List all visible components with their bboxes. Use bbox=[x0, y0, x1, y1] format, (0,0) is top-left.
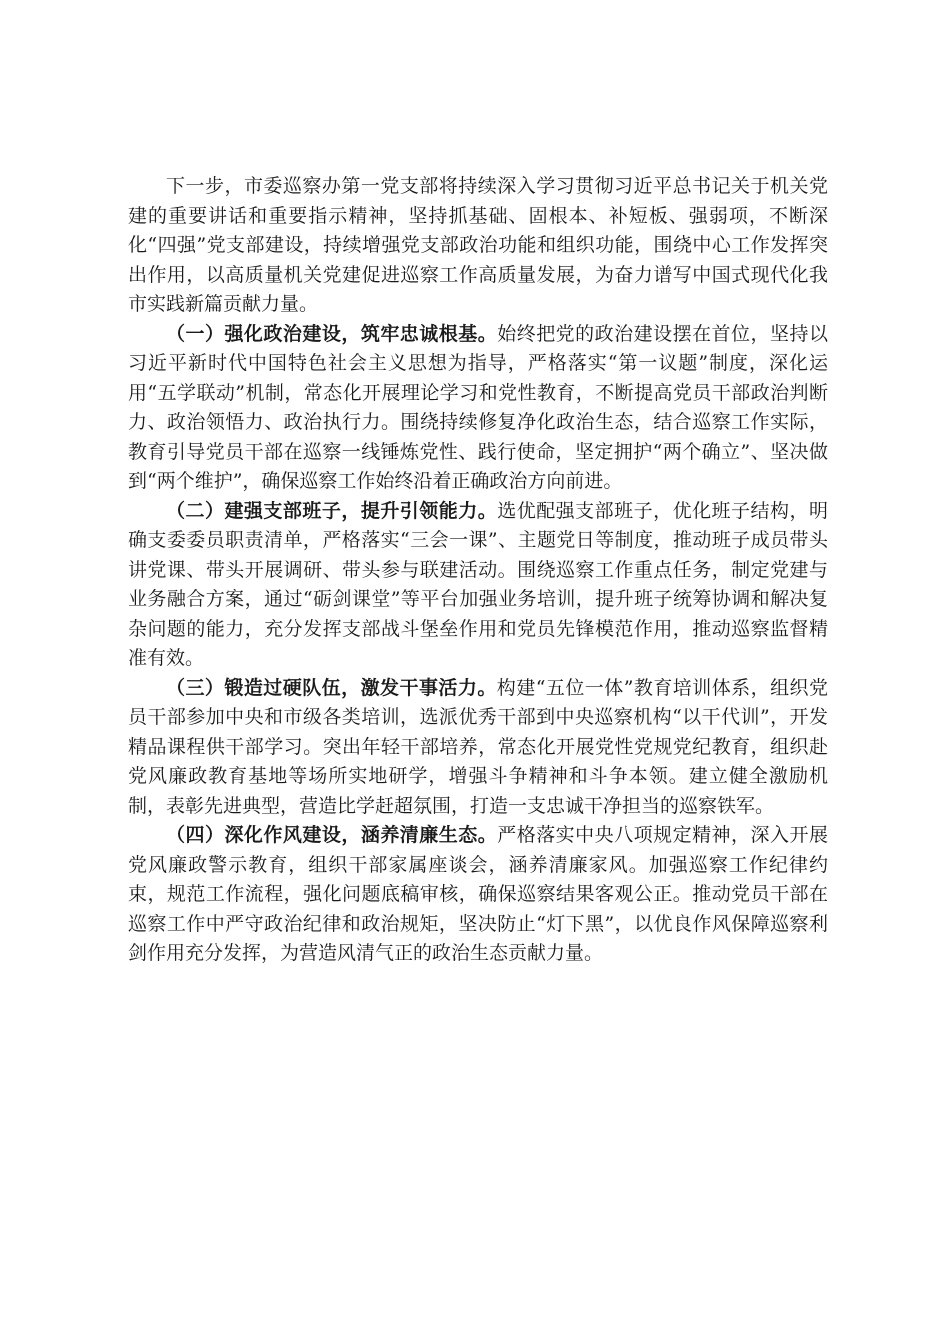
paragraph-heading: （二）建强支部班子，提升引领能力。 bbox=[166, 499, 498, 522]
paragraph-heading: （一）强化政治建设，筑牢忠诚根基。 bbox=[166, 322, 498, 345]
paragraph-section-1 bbox=[128, 320, 828, 497]
paragraph-heading: （三）锻造过硬队伍，激发干事活力。 bbox=[166, 676, 497, 699]
paragraph-section-4 bbox=[128, 821, 828, 969]
paragraph-text: 始终把党的政治建设摆在首位，坚持以习近平新时代中国特色社会主义思想为指导，严格落实“第一议题”制度，深化运用“五学联动”机制，常态化开展理论学习和党性教育，不断提高党员干部政治判断力、政治领悟力、政治执行力。围绕持续修复净化政治生态，结合巡察工作实际，教育引导党员干部在巡察一线锤炼党性、践行使命，坚定拥护“两个确立”、坚决做到“两个维护”，确保巡察工作始终沿着正确政治方向前进。 bbox=[128, 322, 828, 492]
paragraph-intro bbox=[128, 172, 828, 320]
paragraph-section-3 bbox=[128, 674, 828, 822]
paragraph-heading: （四）深化作风建设，涵养清廉生态。 bbox=[166, 824, 498, 846]
paragraph-text: 下一步，市委巡察办第一党支部将持续深入学习贯彻习近平总书记关于机关党建的重要讲话和重要指示精神，坚持抓基础、固根本、补短板、强弱项，不断深化“四强”党支部建设，持续增强党支部政治功能和组织功能，围绕中心工作发挥突出作用，以高质量机关党建促进巡察工作高质量发展，为奋力谱写中国式现代化我市实践新篇贡献力量。 bbox=[128, 175, 828, 315]
paragraph-text: 构建“五位一体”教育培训体系，组织党员干部参加中央和市级各类培训，选派优秀干部到中央巡察机构“以干代训”，开发精品课程供干部学习。突出年轻干部培养，常态化开展党性党规党纪教育，组织赴党风廉政教育基地等场所实地研学，增强斗争精神和斗争本领。建立健全激励机制，表彰先进典型，营造比学赶超氛围，打造一支忠诚干净担当的巡察铁军。 bbox=[128, 676, 828, 817]
paragraph-text: 严格落实中央八项规定精神，深入开展党风廉政警示教育，组织干部家属座谈会，涵养清廉家风。加强巡察工作纪律约束，规范工作流程，强化问题底稿审核，确保巡察结果客观公正。推动党员干部在巡察工作中严守政治纪律和政治规矩，坚决防止“灯下黑”，以优良作风保障巡察利剑作用充分发挥，为营造风清气正的政治生态贡献力量。 bbox=[128, 824, 828, 964]
document-body bbox=[128, 172, 828, 969]
paragraph-text: 选优配强支部班子，优化班子结构，明确支委委员职责清单，严格落实“三会一课”、主题党日等制度，推动班子成员带头讲党课、带头开展调研、带头参与联建活动。围绕巡察工作重点任务，制定党建与业务融合方案，通过“砺剑课堂”等平台加强业务培训，提升班子统筹协调和解决复杂问题的能力，充分发挥支部战斗堡垒作用和党员先锋模范作用，推动巡察监督精准有效。 bbox=[128, 499, 828, 669]
paragraph-section-2 bbox=[128, 497, 828, 674]
